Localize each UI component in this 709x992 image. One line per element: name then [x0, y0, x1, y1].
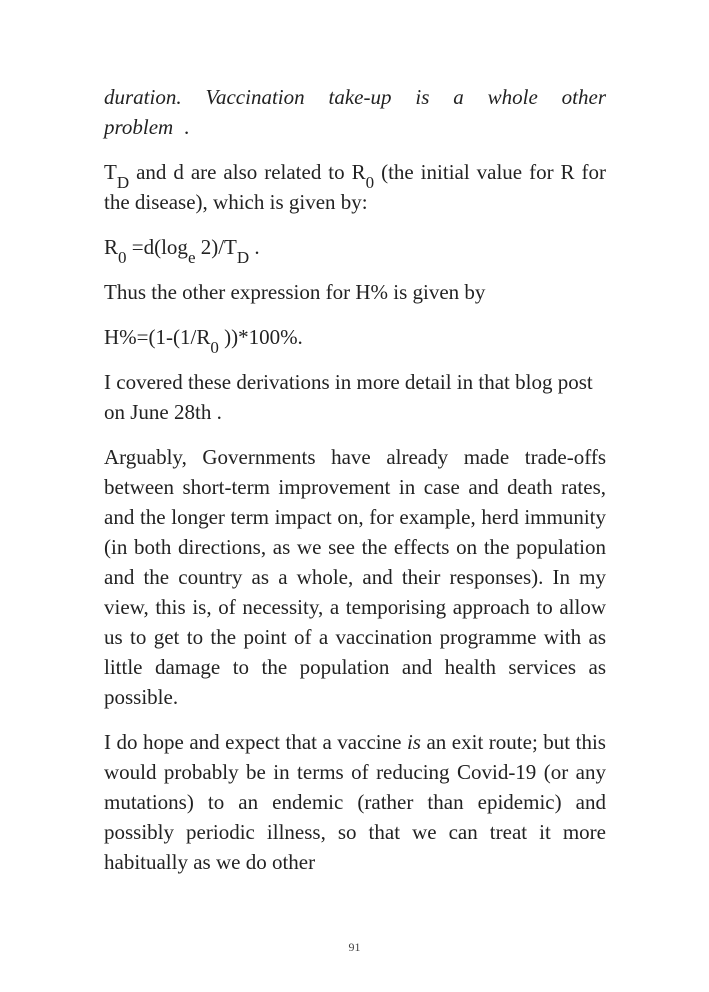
text-segment: T	[104, 160, 117, 184]
text-segment: (the initial value for R for the disease), which is given by:	[104, 160, 606, 214]
page-body	[104, 82, 606, 892]
text-segment: I do hope and expect that a vaccine	[104, 730, 407, 754]
formula-segment: 2)/T	[195, 235, 237, 259]
page-number: 91	[348, 940, 361, 954]
subscript-d: D	[236, 248, 250, 267]
formula-h-percent	[104, 322, 606, 357]
subscript-0: 0	[210, 338, 219, 357]
formula-segment: ))*100%.	[218, 325, 303, 349]
subscript-0: 0	[118, 248, 127, 267]
subscript-0: 0	[365, 173, 375, 192]
formula-segment: R	[104, 235, 119, 259]
subscript-e: e	[187, 248, 196, 267]
subscript-d: D	[116, 173, 130, 192]
text-segment: an exit route; but this would probably be in terms of reducing Covid-19 (or any mutations) to an endemic (rather than epidemic) and possibly periodic illness, so that we can treat it more habitually as we do other	[104, 730, 606, 874]
text-segment: and d are also related to R	[129, 160, 366, 184]
paragraph-td-relation	[104, 157, 606, 217]
formula-segment: H%=(1-(1/R	[104, 325, 211, 349]
paragraph-h-expression: Thus the other expression for H% is given by	[104, 280, 486, 304]
formula-r0	[104, 232, 606, 267]
formula-segment: .	[249, 235, 260, 259]
paragraph-vaccination-note: duration. Vaccination take-up is a whole other problem .	[104, 85, 606, 139]
paragraph-derivations: I covered these derivations in more detail in that blog post on June 28th .	[104, 370, 593, 424]
emphasis-is: is	[406, 730, 421, 754]
paragraph-governments: Arguably, Governments have already made trade-offs between short-term improvement in case and death rates, and the longer term impact on, for example, herd immunity (in both directions, as we see the effects on the population and the country as a whole, and their responses). In my view, this is, of necessity, a temporising approach to allow us to get to the point of a vaccination programme with as little damage to the population and health services as possible.	[104, 445, 606, 709]
formula-segment: =d(log	[126, 235, 188, 259]
paragraph-vaccine-exit	[104, 727, 606, 877]
